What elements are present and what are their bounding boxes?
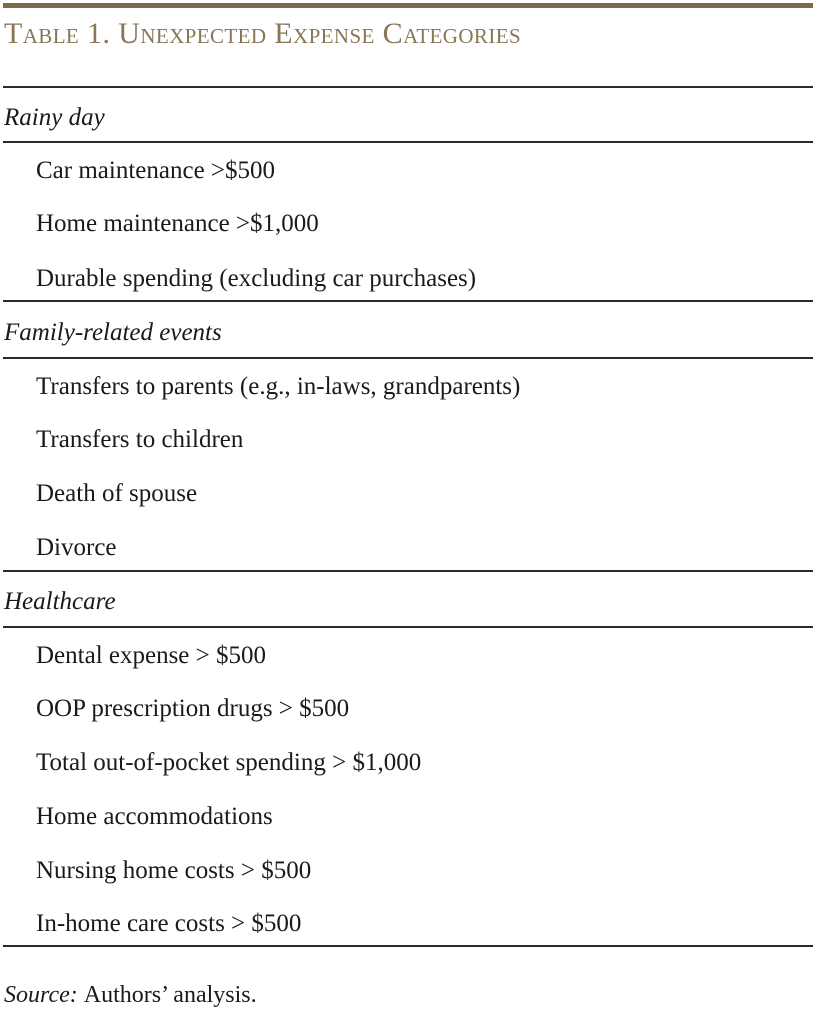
list-item: Car maintenance >$500: [36, 157, 276, 184]
section-divider-rule: [3, 300, 813, 302]
section-divider-rule: [3, 570, 813, 572]
list-item: Death of spouse: [36, 480, 198, 507]
table-top-rule: [3, 3, 813, 8]
section-rule-rainy-day: [3, 141, 813, 143]
list-item: In-home care costs > $500: [36, 910, 302, 937]
section-heading-family-related-events: Family-related events: [4, 319, 222, 346]
section-heading-rainy-day: Rainy day: [4, 104, 105, 131]
list-item: Divorce: [36, 534, 117, 561]
table-bottom-rule: [3, 945, 813, 947]
list-item: Transfers to parents (e.g., in-laws, grandparents): [36, 373, 521, 400]
table-title: Table 1. Unexpected Expense Categories: [4, 17, 522, 50]
list-item: Home maintenance >$1,000: [36, 210, 319, 237]
list-item: Durable spending (excluding car purchases): [36, 265, 477, 292]
section-rule-healthcare: [3, 626, 813, 628]
list-item: Nursing home costs > $500: [36, 857, 312, 884]
list-item: Total out-of-pocket spending > $1,000: [36, 749, 422, 776]
list-item: Transfers to children: [36, 426, 244, 453]
table-header-rule: [3, 86, 813, 88]
source-note: [4, 980, 794, 1010]
source-value: Authors’ analysis.: [83, 982, 257, 1008]
list-item: Dental expense > $500: [36, 642, 267, 669]
section-rule-family-related-events: [3, 357, 813, 359]
source-label: Source:: [4, 982, 78, 1008]
section-heading-healthcare: Healthcare: [4, 588, 116, 615]
list-item: OOP prescription drugs > $500: [36, 695, 350, 722]
list-item: Home accommodations: [36, 803, 273, 830]
